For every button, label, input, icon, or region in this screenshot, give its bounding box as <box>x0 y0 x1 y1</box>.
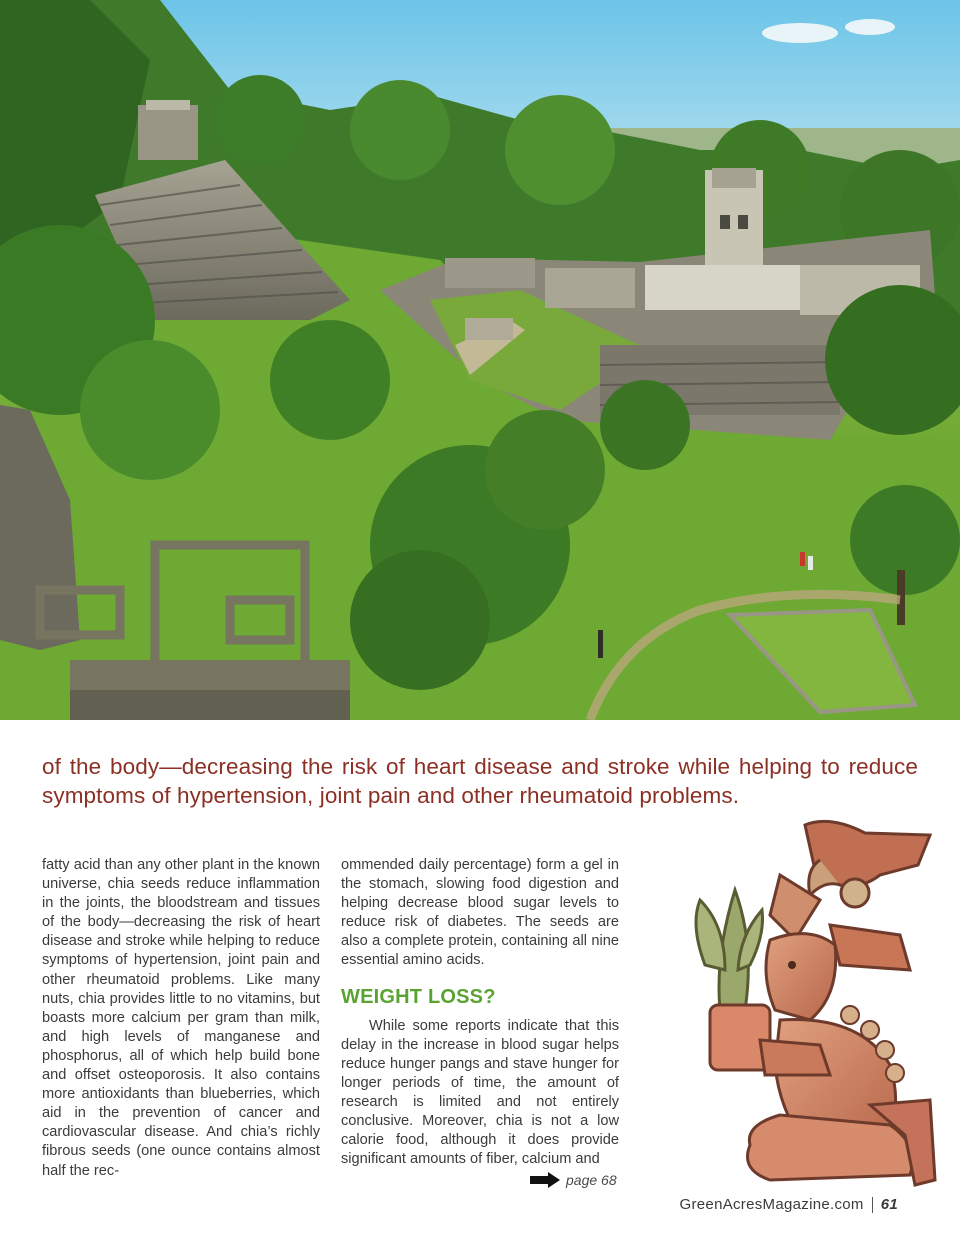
page-number: 61 <box>880 1196 898 1213</box>
mayan-figure-image <box>690 815 945 1195</box>
body-paragraph: fatty acid than any other plant in the known universe, chia seeds reduce inflammation in the joints, the bloodstream and tissues of the body—decreasing the risk of heart disease and stroke while helping to reduce symptoms of hypertension, joint pain and other rheumatoid problems. Like many nuts, chia provides little to no vitamins, but boasts more calcium per gram than milk, and high levels of manganese and phosphorus, all of which help build bone and offset osteoporosis. It also contains more antioxidants than blueberries, which aid in the prevention of cancer and cardiovascular disease. And chia’s richly fibrous seeds (one ounce contains almost half the rec- <box>42 857 320 1179</box>
body-paragraph: ommended daily percentage) form a gel in the stomach, slowing food digestion and helping decrease blood sugar levels to reduce risk of diabetes. The seeds are also a complete protein, containing all nine essential amino acids. <box>341 857 619 969</box>
mayan-carving-illustration <box>690 815 945 1195</box>
body-paragraph: While some reports indicate that this delay in the increase in blood sugar helps reduce hunger pangs and stave hunger for longer periods of time, the amount of research is limited and not entirely conclusive. Moreover, chia is not a low calorie food, although it does provide significant amounts of fiber, calcium and <box>341 1017 619 1168</box>
body-column-1 <box>42 856 320 1181</box>
site-name: GreenAcresMagazine.com <box>679 1196 864 1213</box>
body-column-2 <box>341 856 619 1169</box>
pull-quote: of the body—decreasing the risk of heart disease and stroke while helping to reduce symptoms of hypertension, joint pain and other rheumatoid problems. <box>42 754 918 808</box>
footer-divider <box>872 1197 873 1213</box>
continued-page-label: page 68 <box>566 1172 617 1188</box>
section-subhead: WEIGHT LOSS? <box>341 985 496 1008</box>
page-footer <box>680 1196 898 1213</box>
continued-on-marker <box>530 1171 617 1189</box>
right-arrow-icon <box>530 1172 560 1188</box>
